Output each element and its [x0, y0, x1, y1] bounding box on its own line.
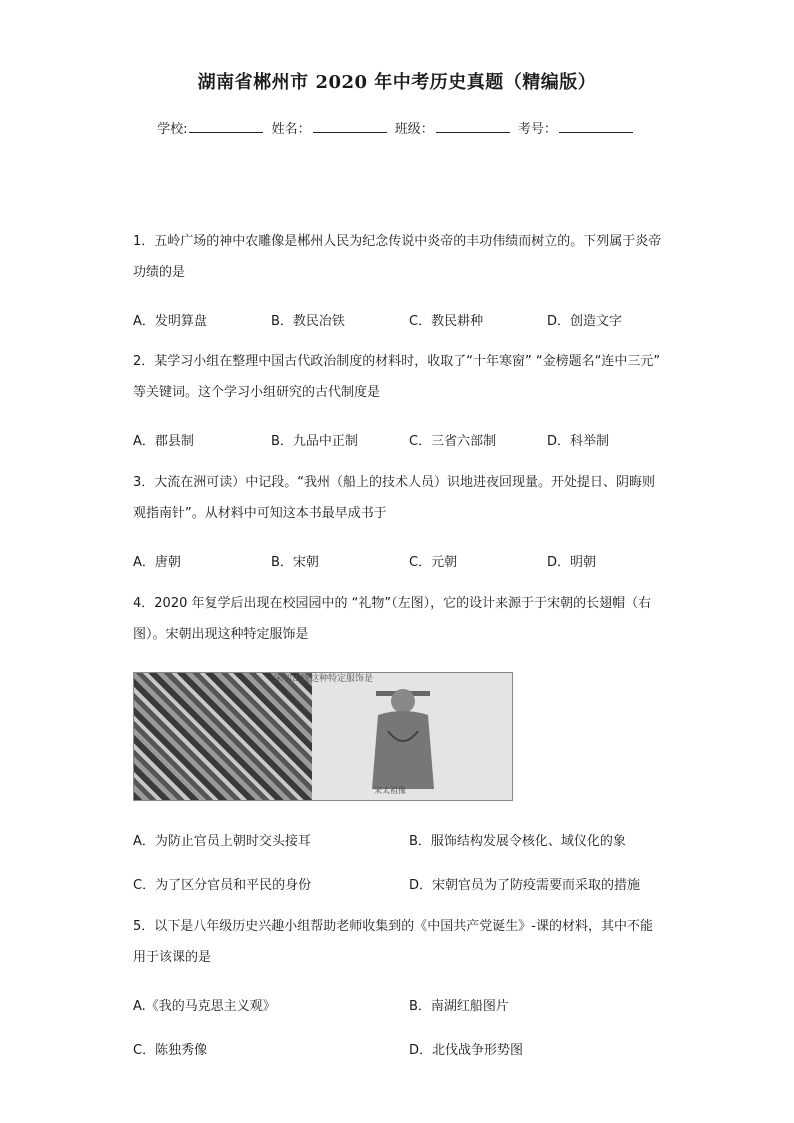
name-blank [313, 120, 387, 133]
q2-option-b: B．九品中正制 [271, 434, 358, 449]
q1-option-b: B．教民冶铁 [271, 314, 345, 329]
question-2-stem: 2．某学习小组在整理中国古代政治制度的材料时，收取了“十年寒窗” “金榜题名“连中三元” 等关键词。这个学习小组研究的古代制度是 [133, 354, 661, 400]
student-info-line [0, 118, 794, 137]
school-label: 学校: [157, 122, 188, 137]
q5-option-b: B．南湖红船图片 [409, 999, 509, 1014]
question-4-stem: 4．2020 年复学后出现在校园园中的 “礼物”（左图），它的设计来源于于宋朝的长翅帽（右图）。宋朝出现这种特定服饰是 [133, 596, 652, 642]
exam-number-blank [559, 120, 633, 133]
q1-option-c: C．教民耕种 [409, 314, 484, 329]
song-emperor-portrait [312, 673, 512, 800]
school-blank [189, 120, 263, 133]
q3-option-a: A．唐朝 [133, 555, 181, 570]
q4-option-d: D．宋朝官员为了防疫需要而采取的措施 [409, 878, 641, 893]
q4-option-b: B．服饰结构发展令核化、域仪化的象 [409, 834, 626, 849]
question-3-stem: 3．大流在洲可读）中记段。“我州（船上的技术人员）识地进夜回现量。开处提日、阴晦则观指南针”。从材料中可知这本书最早成书于 [133, 475, 656, 521]
q2-option-c: C．三省六部制 [409, 434, 497, 449]
name-label: 姓名： [271, 122, 311, 137]
q1-option-d: D．创造文字 [547, 314, 623, 329]
emperor-figure-icon [368, 681, 438, 793]
classroom-photo [134, 673, 312, 800]
q4-option-c: C．为了区分官员和平民的身份 [133, 878, 312, 893]
question-1-stem: 1．五岭广场的神中农雕像是郴州人民为纪念传说中炎帝的丰功伟绩而树立的。下列属于炎帝功绩的是 [133, 234, 662, 280]
photo-top-text: 宋朝出现这种特定服饰是 [274, 674, 374, 684]
q5-option-c: C．陈独秀像 [133, 1043, 208, 1058]
portrait-caption: 宋太祖像 [374, 786, 406, 795]
question-4-photo [133, 672, 513, 801]
class-blank [436, 120, 510, 133]
q3-option-d: D．明朝 [547, 555, 597, 570]
q5-option-d: D．北伐战争形势图 [409, 1043, 524, 1058]
q1-option-a: A．发明算盘 [133, 314, 207, 329]
q4-option-a: A．为防止官员上朝时交头接耳 [133, 834, 311, 849]
q3-option-c: C．元朝 [409, 555, 458, 570]
q3-option-b: B．宋朝 [271, 555, 319, 570]
class-label: 班级： [394, 122, 434, 137]
question-5-stem: 5．以下是八年级历史兴趣小组帮助老师收集到的《中国共产党诞生》-课的材料，其中不能用于该课的是 [133, 919, 653, 965]
q2-option-a: A．郡县制 [133, 434, 194, 449]
q5-option-a: A.《我的马克思主义观》 [133, 999, 276, 1014]
document-title: 湖南省郴州市 2020 年中考历史真题（精编版） [197, 72, 597, 93]
exam-number-label: 考号： [517, 122, 557, 137]
q2-option-d: D．科举制 [547, 434, 610, 449]
